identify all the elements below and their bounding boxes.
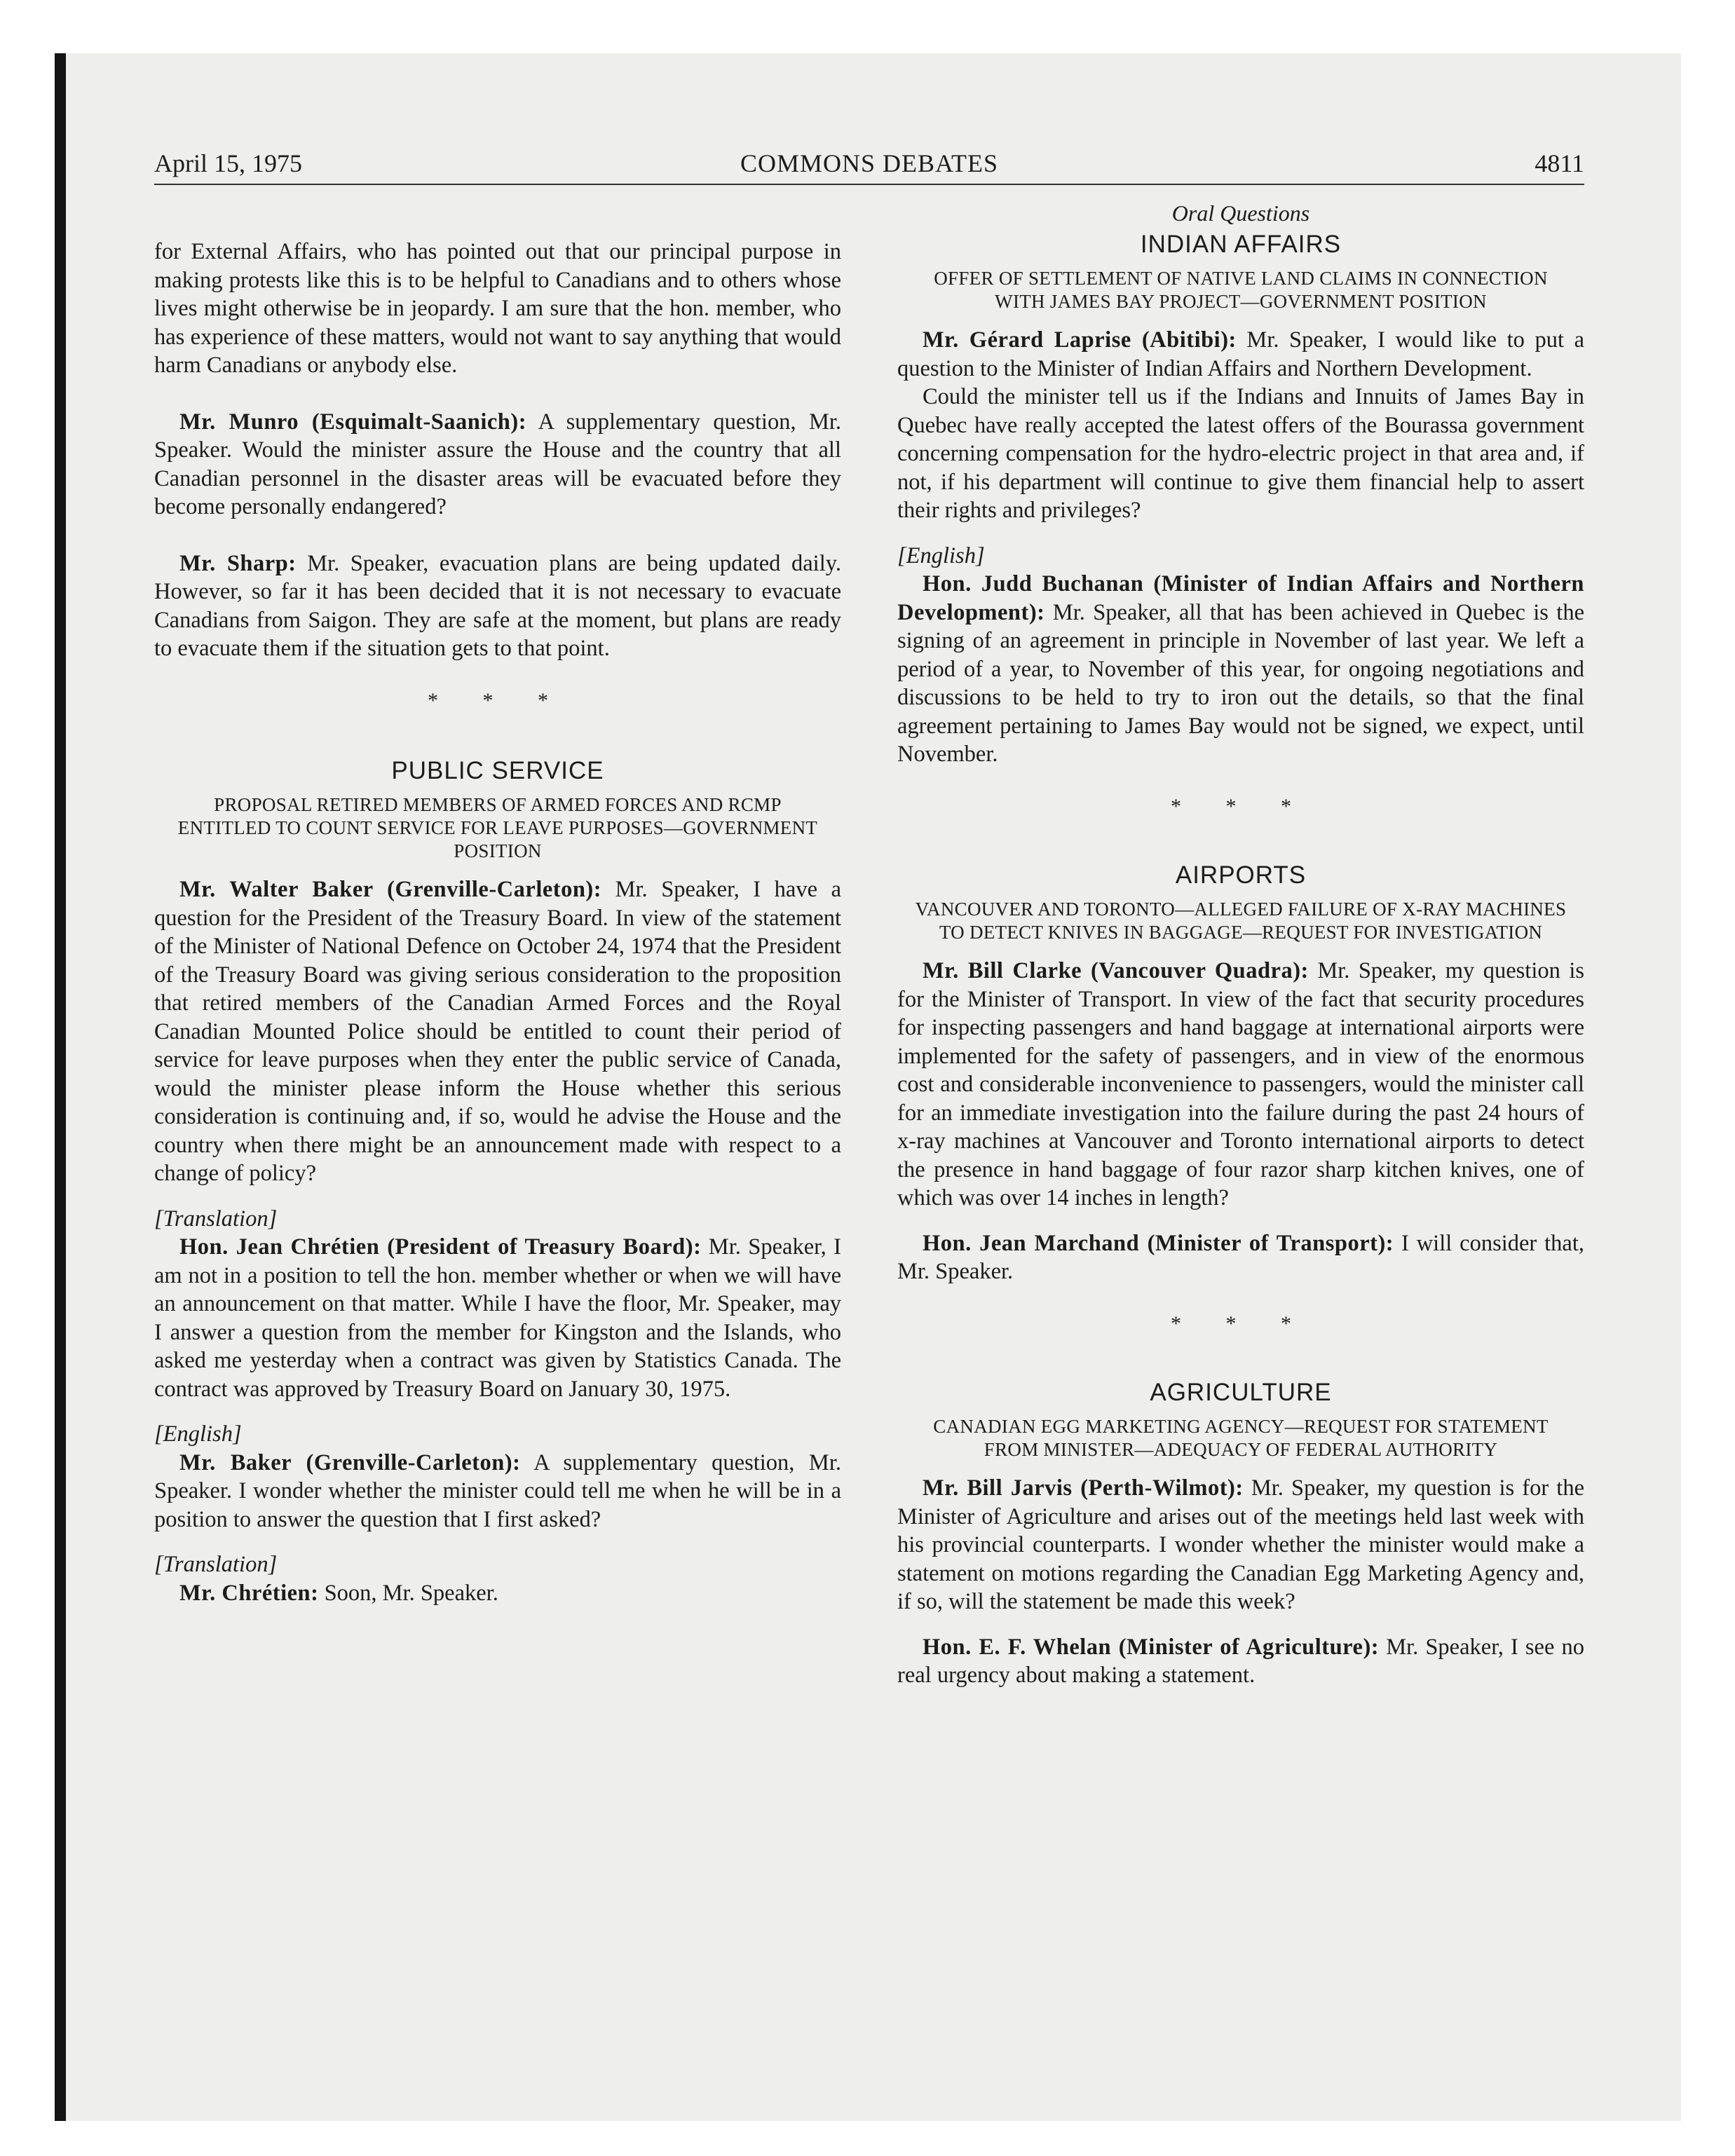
subject-heading: INDIAN AFFAIRS xyxy=(1140,231,1342,258)
section-separator: * * * xyxy=(428,688,568,712)
right-column xyxy=(897,200,1584,1690)
subject-heading: AIRPORTS xyxy=(1175,861,1307,889)
speech-text: Mr. Speaker, evacuation plans are being updated daily. However, so far it has been decided that it is not necessary to evacuate Canadians from Saigon. They are safe at the moment, but plans are ready to evacuate them if the situation gets to that point. xyxy=(154,550,841,661)
subject-heading: AGRICULTURE xyxy=(1150,1379,1332,1406)
speaker-name: Mr. Baker (Grenville-Carleton): xyxy=(179,1449,521,1475)
speaker-name: Hon. Judd Buchanan (Minister of Indian Affairs and Northern Development): xyxy=(897,571,1584,625)
speech-text: A supplementary question, Mr. Speaker. I wonder whether the minister could tell me when he will be in a position to answer the question that I first asked? xyxy=(154,1449,841,1532)
speaker-name: Mr. Bill Clarke (Vancouver Quadra): xyxy=(923,958,1309,983)
speaker-name: Mr. Sharp: xyxy=(179,550,297,576)
paragraph xyxy=(897,326,1584,383)
left-column xyxy=(154,200,841,1607)
speaker-name: Hon. E. F. Whelan (Minister of Agriculture): xyxy=(923,1634,1380,1660)
paragraph xyxy=(897,1474,1584,1616)
speaker-name: Mr. Bill Jarvis (Perth-Wilmot): xyxy=(923,1475,1244,1501)
paragraph: Could the minister tell us if the Indians and Innuits of James Bay in Quebec have really accepted the latest offers of the Bourassa government concerning compensation for the hydro-electric project in that area and, if not, if his department will continue to give them financial help to assert their rights and privileges? xyxy=(897,384,1584,523)
speech-text: A supplementary question, Mr. Speaker. Would the minister assure the House and the country that all Canadian personnel in the disaster areas will be evacuated before they become personally endangered? xyxy=(154,409,841,519)
speaker-name: Hon. Jean Chrétien (President of Treasury Board): xyxy=(179,1234,702,1260)
speech-text: Mr. Speaker, I have a question for the President of the Treasury Board. In view of the statement of the Minister of National Defence on October 24, 1974 that the President of the Treasury Board was giving serious consideration to the proposition that retired members of the Canadian Armed Forces and the Royal Canadian Mounted Police should be entitled to count their period of service for leave purposes when they enter the public service of Canada, would the minister please inform the House whether this serious consideration is continuing and, if so, would he advise the House and the country when there might be an announcement made with respect to a change of policy? xyxy=(154,877,841,1186)
subheading: CANADIAN EGG MARKETING AGENCY—REQUEST FOR STATEMENT FROM MINISTER—ADEQUACY OF FEDERAL AUTHORITY xyxy=(933,1416,1549,1460)
speaker-name: Hon. Jean Marchand (Minister of Transport): xyxy=(923,1230,1394,1256)
language-marker: [English] xyxy=(154,1421,242,1447)
language-marker: [Translation] xyxy=(154,1206,278,1231)
scan-edge-bar xyxy=(55,53,66,2121)
running-head xyxy=(154,147,1584,185)
subject-heading: PUBLIC SERVICE xyxy=(391,757,604,784)
paragraph xyxy=(897,570,1584,769)
speech-text: Soon, Mr. Speaker. xyxy=(318,1580,498,1606)
speech-text: Mr. Speaker, I am not in a position to tell the hon. member whether or when we will have an announcement on that matter. While I have the floor, Mr. Speaker, may I answer a question from the member for Kingston and the Islands, who asked me yesterday when a contract was given by Statistics Canada. The contract was approved by Treasury Board on January 30, 1975. xyxy=(154,1234,841,1402)
paragraph xyxy=(897,1229,1584,1286)
speech-text: I will consider that, Mr. Speaker. xyxy=(897,1230,1585,1284)
paragraph xyxy=(154,550,841,663)
section-label: Oral Questions xyxy=(1171,200,1310,226)
paragraph xyxy=(154,1449,841,1534)
subheading: PROPOSAL RETIRED MEMBERS OF ARMED FORCES AND RCMP ENTITLED TO COUNT SERVICE FOR LEAVE PURPOSES—GOVERNMENT POSITION xyxy=(177,794,818,861)
paragraph xyxy=(897,1633,1584,1690)
speech-text: Mr. Speaker, my question is for the Minister of Agriculture and arises out of the meetings held last week with his provincial counterparts. I wonder whether the minister would make a statement on motions regarding the Canadian Egg Marketing Agency and, if so, will the statement be made this week? xyxy=(897,1475,1584,1614)
section-separator: * * * xyxy=(1171,794,1311,818)
paragraph xyxy=(154,408,841,521)
paragraph xyxy=(897,957,1584,1213)
subheading: OFFER OF SETTLEMENT OF NATIVE LAND CLAIMS IN CONNECTION WITH JAMES BAY PROJECT—GOVERNMENT POSITION xyxy=(934,268,1548,312)
speech-text: Mr. Speaker, I see no real urgency about making a statement. xyxy=(897,1634,1584,1688)
subheading: VANCOUVER AND TORONTO—ALLEGED FAILURE OF X-RAY MACHINES TO DETECT KNIVES IN BAGGAGE—REQUEST FOR INVESTIGATION xyxy=(915,899,1567,943)
paragraph xyxy=(154,1233,841,1403)
speaker-name: Mr. Chrétien: xyxy=(179,1580,319,1606)
speaker-name: Mr. Gérard Laprise (Abitibi): xyxy=(923,327,1237,353)
header-date: April 15, 1975 xyxy=(154,149,302,177)
paragraph: for External Affairs, who has pointed out that our principal purpose in making protests like this is to be helpful to Canadians and to others whose lives might otherwise be in jeopardy. I am sure that the hon. member, who has experience of these matters, would not want to say anything that would harm Canadians or anybody else. xyxy=(154,239,841,378)
language-marker: [English] xyxy=(897,543,985,568)
language-marker: [Translation] xyxy=(154,1552,278,1577)
section-separator: * * * xyxy=(1171,1311,1311,1335)
paragraph xyxy=(154,1579,841,1608)
header-title: COMMONS DEBATES xyxy=(740,149,999,177)
speaker-name: Mr. Walter Baker (Grenville-Carleton): xyxy=(179,877,602,902)
paragraph xyxy=(154,875,841,1188)
speech-text: Mr. Speaker, all that has been achieved in Quebec is the signing of an agreement in principle in November of last year. We left a period of a year, to November of this year, for ongoing negotiations and discussions to be held to try to iron out the details, so that the final agreement pertaining to James Bay would not be signed, we expect, until November. xyxy=(897,599,1584,767)
speech-text: Mr. Speaker, my question is for the Minister of Transport. In view of the fact that security procedures for inspecting passengers and hand baggage at international airports were implemented for the safety of passengers, and in view of the enormous cost and considerable inconvenience to passengers, would the minister call for an immediate investigation into the failure during the past 24 hours of x-ray machines at Vancouver and Toronto international airports to detect the presence in hand baggage of four razor sharp kitchen knives, one of which was over 14 inches in length? xyxy=(897,958,1584,1210)
speaker-name: Mr. Munro (Esquimalt-Saanich): xyxy=(179,409,527,435)
speech-text: Mr. Speaker, I would like to put a question to the Minister of Indian Affairs and Northern Development. xyxy=(897,327,1584,381)
header-page-number: 4811 xyxy=(1535,149,1584,177)
